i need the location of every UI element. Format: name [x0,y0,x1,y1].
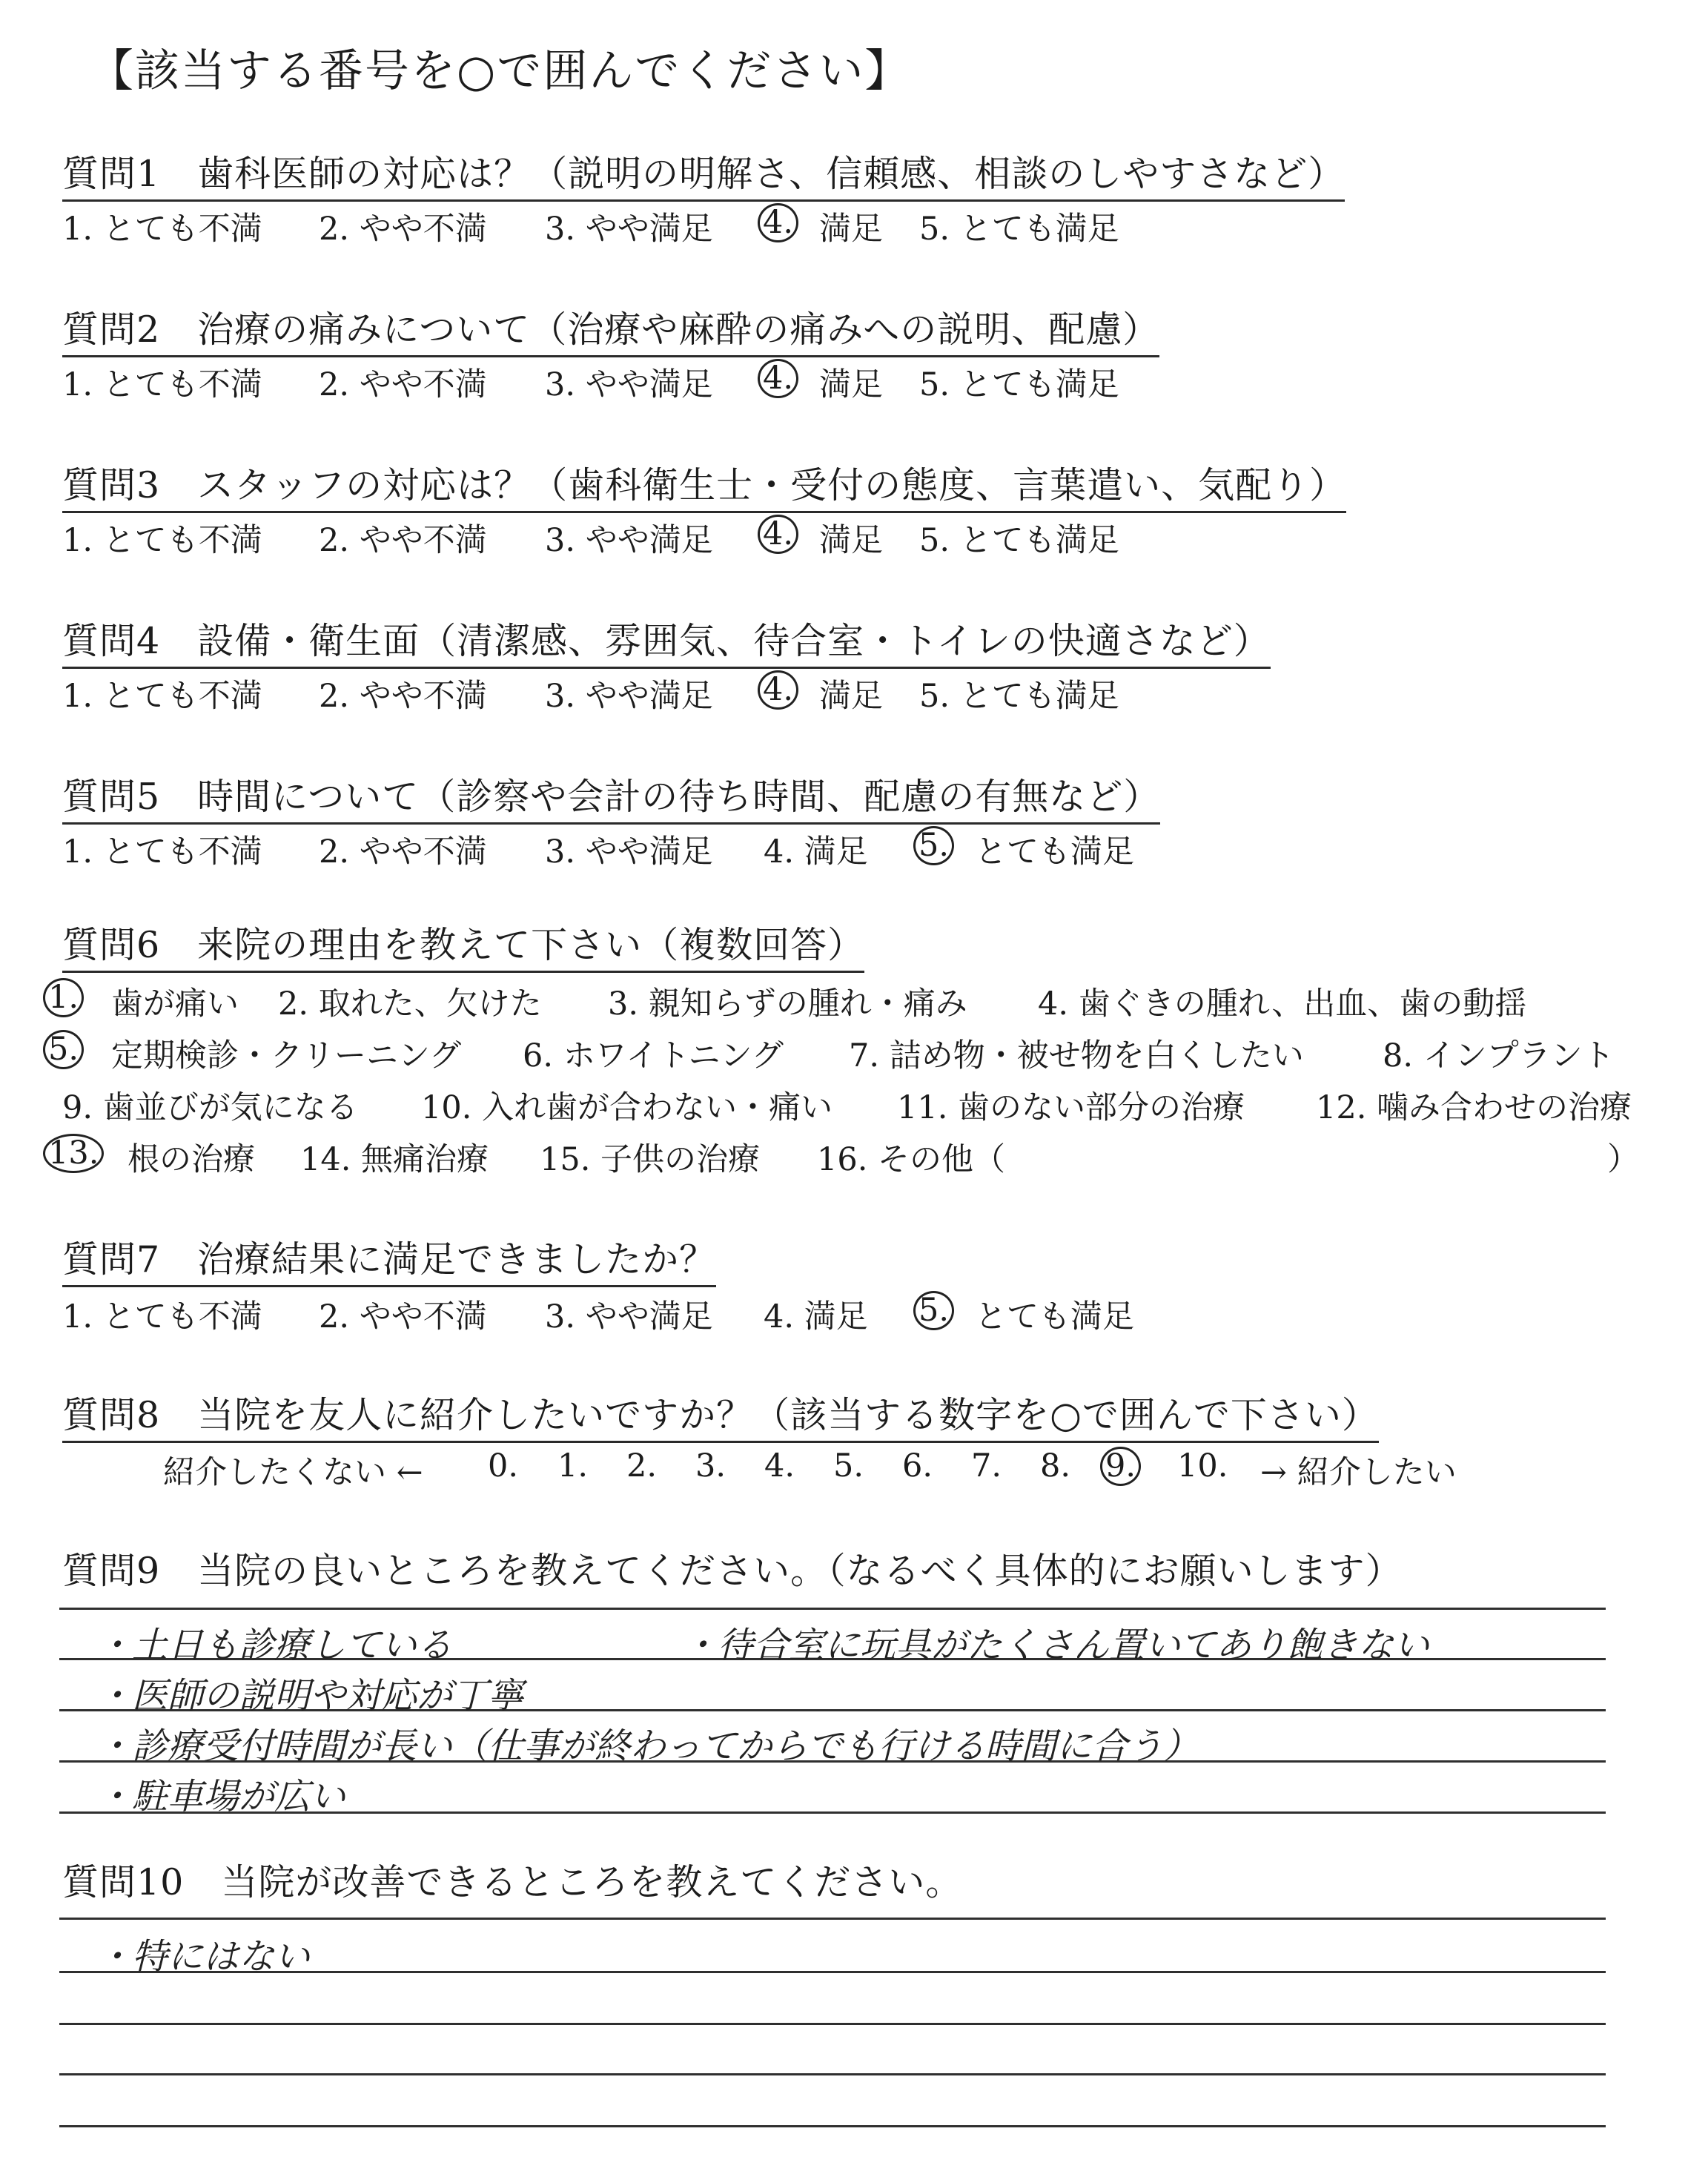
q1-option-3[interactable]: 3. やや満足 [545,211,713,248]
question-6-row-3 [0,1083,1708,1127]
q3-option-1[interactable]: 1. とても不満 [62,522,262,559]
q6-option-16-close: ） [1607,1141,1639,1178]
q8-option-7[interactable]: 7. [971,1447,1002,1484]
question-9-label: 質問9 当院の良いところを教えてください。（なるべく具体的にお願いします） [62,1550,1403,1592]
q10-rule-5 [59,2125,1606,2127]
q6-option-13-circled[interactable]: 13. [43,1134,104,1173]
q4-option-4-text: 満足 [819,678,883,715]
q6-option-9[interactable]: 9. 歯並びが気になる [62,1089,358,1126]
question-4-options [0,671,1708,716]
q6-option-5-text: 定期検診・クリーニング [111,1037,462,1074]
q4-option-2[interactable]: 2. やや不満 [319,678,487,715]
q1-option-4-circled[interactable]: 4. [758,203,798,242]
q8-right-label: → 紹介したい [1260,1454,1457,1491]
q6-option-12[interactable]: 12. 噛み合わせの治療 [1316,1089,1632,1126]
q5-option-5-circled[interactable]: 5. [913,826,954,865]
q7-option-1[interactable]: 1. とても不満 [62,1298,262,1335]
q4-option-5[interactable]: 5. とても満足 [919,678,1119,715]
q6-option-3[interactable]: 3. 親知らずの腫れ・痛み [608,985,967,1023]
q6-option-2[interactable]: 2. 取れた、欠けた [278,985,542,1023]
q4-option-3[interactable]: 3. やや満足 [545,678,713,715]
q10-rule-3 [59,2023,1606,2025]
q3-option-4-circled[interactable]: 4. [758,515,798,554]
q8-option-8[interactable]: 8. [1040,1447,1071,1484]
q2-option-3[interactable]: 3. やや満足 [545,366,713,403]
q2-option-4-text: 満足 [819,366,883,403]
q2-option-2[interactable]: 2. やや不満 [319,366,487,403]
question-3-label: 質問3 スタッフの対応は？（歯科衛生士・受付の態度、言葉遣い、気配り） [62,457,1346,513]
q6-option-13-text: 根の治療 [128,1141,255,1178]
question-5-options [0,827,1708,871]
q9-answer-4: ・診療受付時間が長い（仕事が終わってからでも行ける時間に合う） [96,1725,1199,1767]
q9-answer-5: ・駐車場が広い [96,1776,346,1817]
q6-option-15[interactable]: 15. 子供の治療 [540,1141,761,1178]
question-10-label: 質問10 当院が改善できるところを教えてください。 [62,1861,963,1903]
question-7-label: 質問7 治療結果に満足できましたか？ [62,1231,716,1287]
question-2-options [0,360,1708,404]
q3-option-5[interactable]: 5. とても満足 [919,522,1119,559]
q5-option-5-text: とても満足 [975,833,1134,871]
q2-option-4-circled[interactable]: 4. [758,359,798,398]
q8-option-10[interactable]: 10. [1177,1447,1228,1484]
q2-option-5[interactable]: 5. とても満足 [919,366,1119,403]
q1-option-5[interactable]: 5. とても満足 [919,211,1119,248]
question-3-options [0,515,1708,560]
q8-option-0[interactable]: 0. [488,1447,519,1484]
q2-option-1[interactable]: 1. とても不満 [62,366,262,403]
q4-option-1[interactable]: 1. とても不満 [62,678,262,715]
q9-rule-1 [59,1608,1606,1610]
q7-option-5-circled[interactable]: 5. [913,1291,954,1330]
question-1-options [0,204,1708,248]
q5-option-1[interactable]: 1. とても不満 [62,833,262,871]
q5-option-3[interactable]: 3. やや満足 [545,833,713,871]
q7-option-3[interactable]: 3. やや満足 [545,1298,713,1335]
q7-option-5-text: とても満足 [975,1298,1134,1335]
q10-rule-1 [59,1918,1606,1920]
q8-option-5[interactable]: 5. [833,1447,864,1484]
q8-option-3[interactable]: 3. [695,1447,726,1484]
q6-option-14[interactable]: 14. 無痛治療 [300,1141,489,1178]
q6-option-5-circled[interactable]: 5. [43,1030,84,1069]
q10-rule-4 [59,2073,1606,2075]
question-2-label: 質問2 治療の痛みについて（治療や麻酔の痛みへの説明、配慮） [62,301,1159,357]
q8-option-4[interactable]: 4. [764,1447,795,1484]
q7-option-4[interactable]: 4. 満足 [764,1298,868,1335]
q3-option-3[interactable]: 3. やや満足 [545,522,713,559]
q1-option-4-text: 満足 [819,211,883,248]
q6-option-10[interactable]: 10. 入れ歯が合わない・痛い [421,1089,833,1126]
q9-answer-3: ・医師の説明や対応が丁寧 [96,1675,524,1717]
q8-left-label: 紹介したくない ← [163,1454,423,1491]
q9-answer-1: ・土日も診療している [96,1625,453,1666]
question-1-label: 質問1 歯科医師の対応は？（説明の明解さ、信頼感、相談のしやすさなど） [62,145,1345,202]
q3-option-2[interactable]: 2. やや不満 [319,522,487,559]
q6-option-1-circled[interactable]: 1. [43,978,84,1017]
q1-option-1[interactable]: 1. とても不満 [62,211,262,248]
q8-option-9-circled[interactable]: 9. [1100,1447,1141,1486]
question-6-row-1 [0,979,1708,1023]
q6-option-16[interactable]: 16. その他（ [817,1141,1006,1178]
question-6-row-2 [0,1031,1708,1075]
q3-option-4-text: 満足 [819,522,883,559]
q1-option-2[interactable]: 2. やや不満 [319,211,487,248]
question-6-row-4 [0,1135,1708,1179]
question-8-label: 質問8 当院を友人に紹介したいですか？（該当する数字を○で囲んで下さい） [62,1387,1379,1443]
q6-option-7[interactable]: 7. 詰め物・被せ物を白くしたい [849,1037,1304,1074]
q8-option-6[interactable]: 6. [902,1447,933,1484]
q6-option-11[interactable]: 11. 歯のない部分の治療 [897,1089,1245,1126]
q8-option-1[interactable]: 1. [557,1447,589,1484]
q7-option-2[interactable]: 2. やや不満 [319,1298,487,1335]
page-title: 【該当する番号を○で囲んでください】 [89,45,911,97]
q9-answer-2: ・待合室に玩具がたくさん置いてあり飽きない [682,1625,1430,1666]
question-7-options [0,1292,1708,1336]
question-4-label: 質問4 設備・衛生面（清潔感、雰囲気、待合室・トイレの快適さなど） [62,612,1271,669]
q6-option-8[interactable]: 8. インプラント [1383,1037,1615,1074]
q4-option-4-circled[interactable]: 4. [758,670,798,710]
q5-option-2[interactable]: 2. やや不満 [319,833,487,871]
q8-option-2[interactable]: 2. [626,1447,658,1484]
q6-option-4[interactable]: 4. 歯ぐきの腫れ、出血、歯の動揺 [1038,985,1527,1023]
q6-option-6[interactable]: 6. ホワイトニング [523,1037,784,1074]
q10-answer-1: ・特にはない [96,1936,311,1978]
q6-option-1-text: 歯が痛い [111,985,239,1023]
q5-option-4[interactable]: 4. 満足 [764,833,868,871]
question-8-scale [0,1447,1708,1492]
question-5-label: 質問5 時間について（診察や会計の待ち時間、配慮の有無など） [62,768,1160,825]
question-6-label: 質問6 来院の理由を教えて下さい（複数回答） [62,916,864,973]
